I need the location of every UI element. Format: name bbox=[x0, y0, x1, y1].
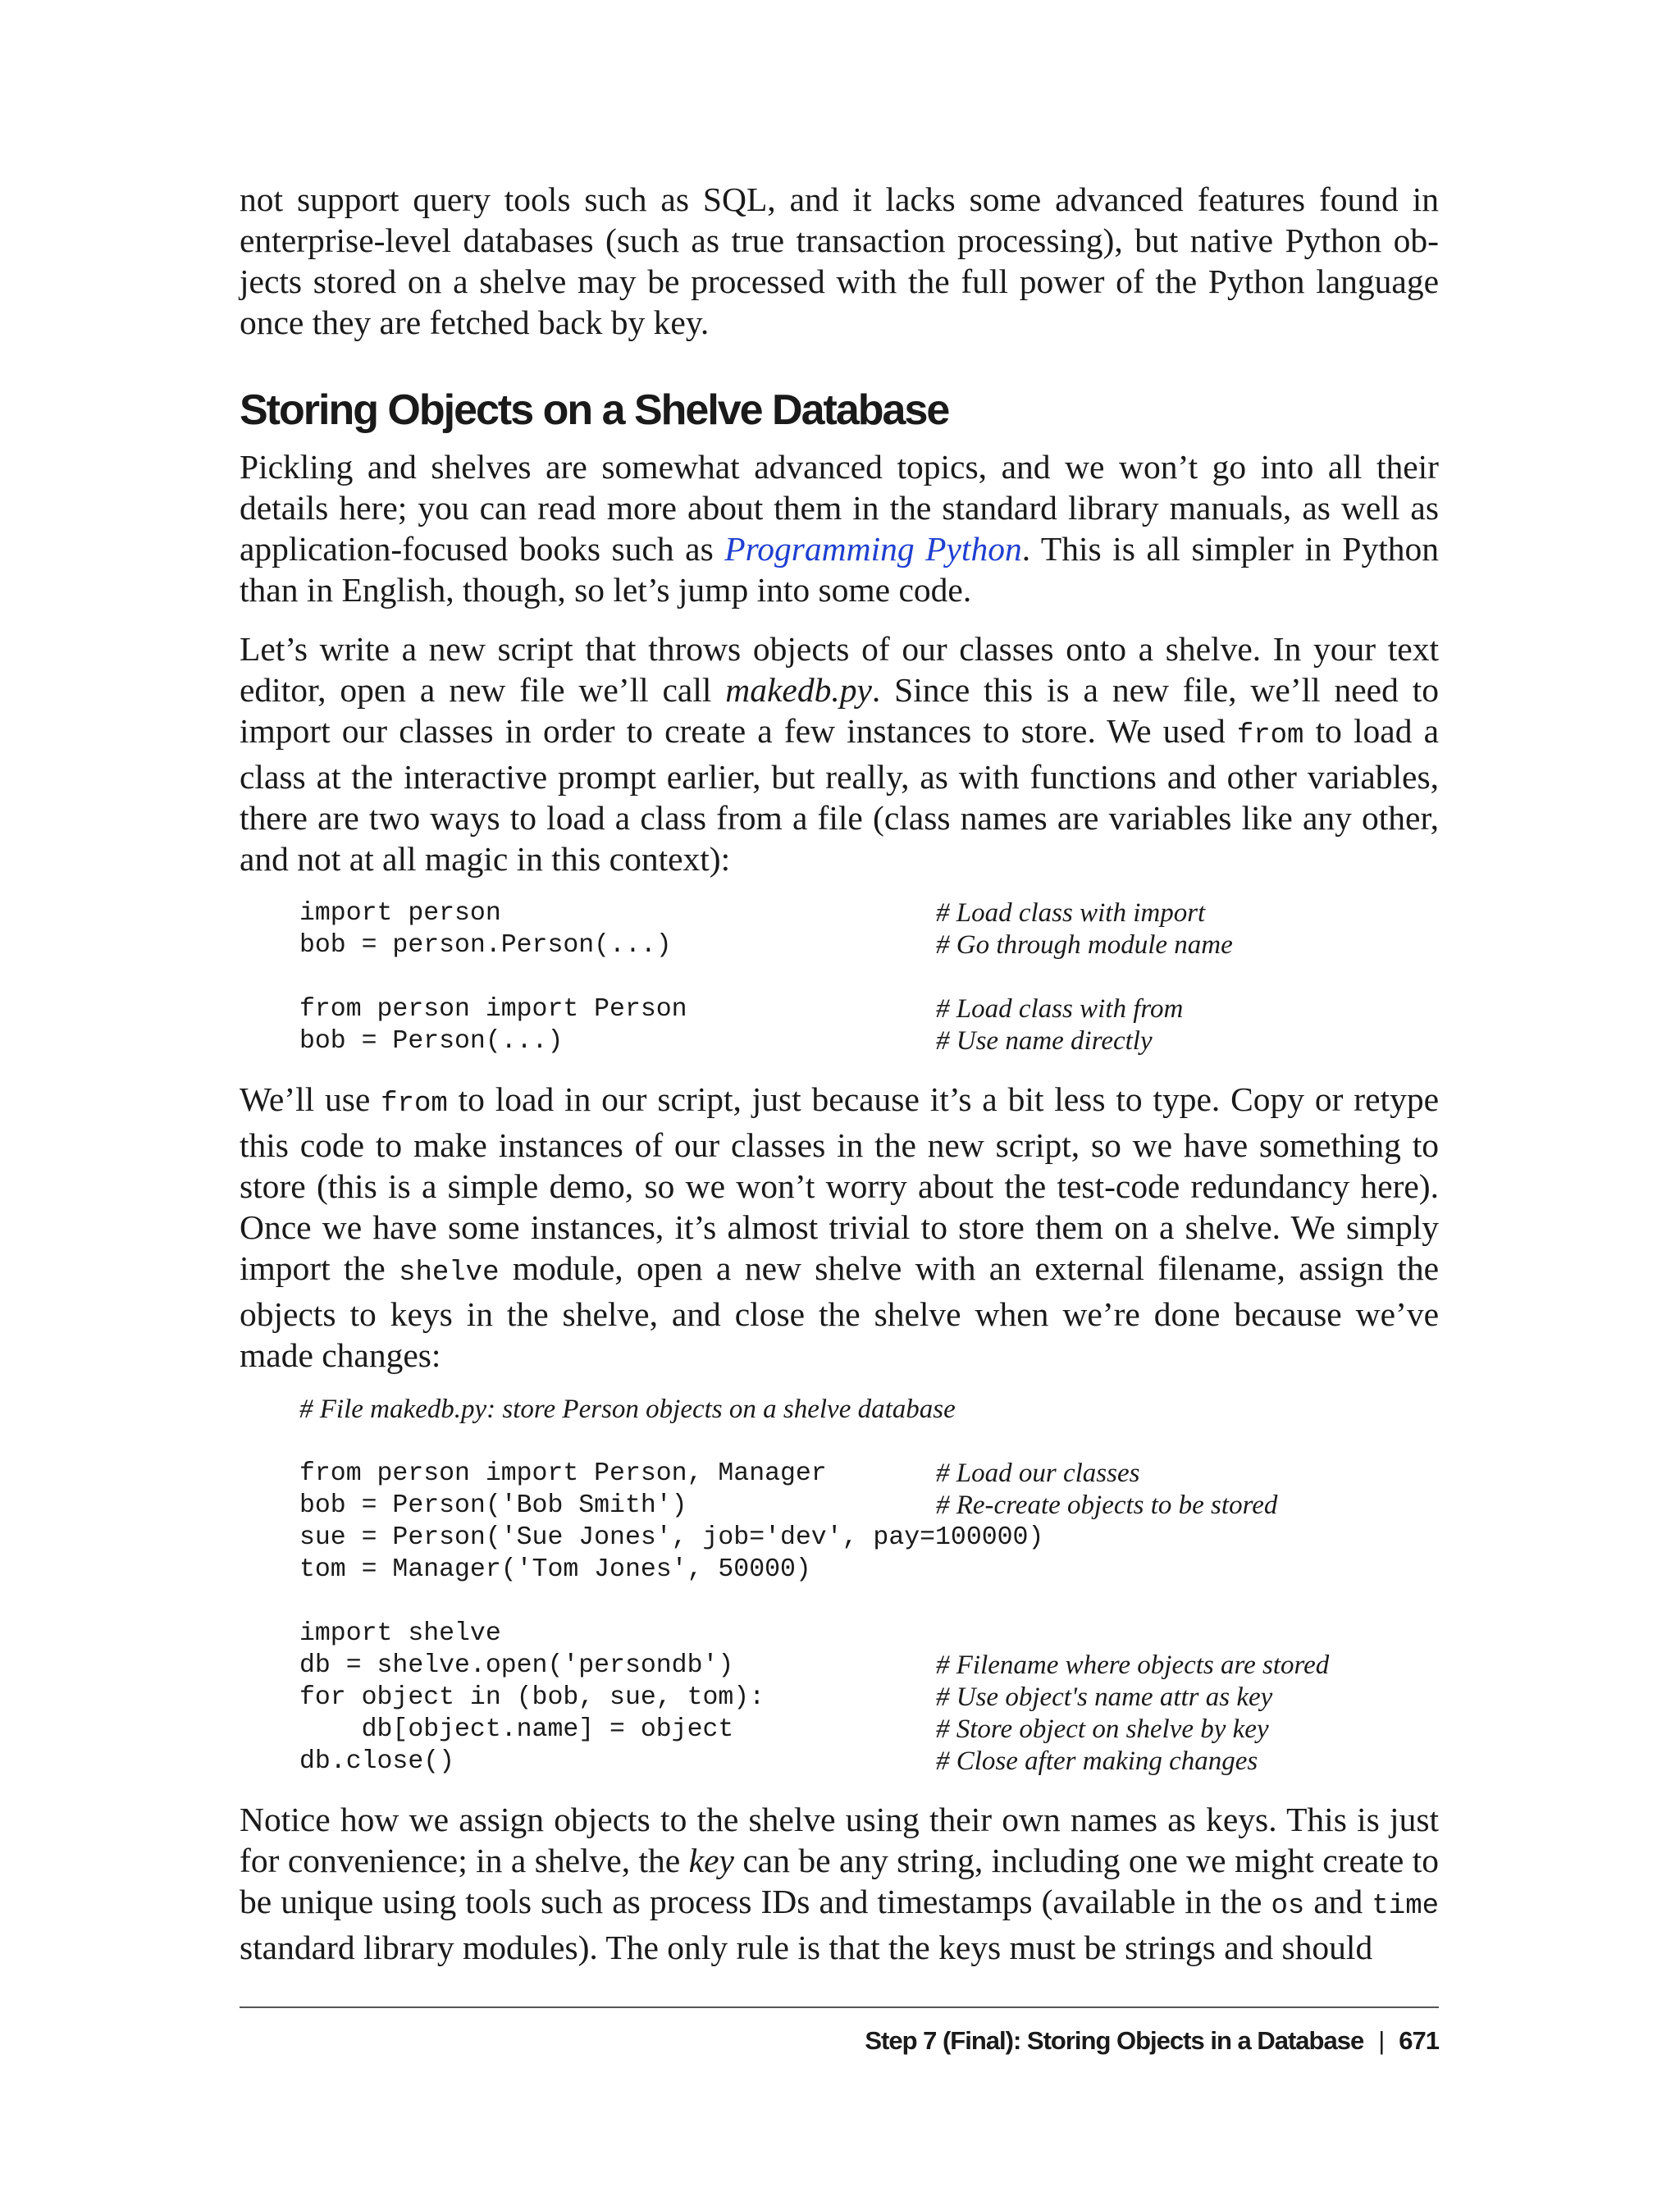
inline-code-from: from bbox=[381, 1089, 448, 1120]
page-footer bbox=[865, 2026, 1439, 2056]
code-line: bob = Person('Bob Smith') # Re-create objects to be stored bbox=[299, 1491, 1278, 1520]
code-line: sue = Person('Sue Jones', job='dev', pay=100000) bbox=[299, 1523, 1044, 1552]
paragraph-pickling: Pickling and shelves are somewhat advanced topics, and we won’t go into all their details here; you can read more about them in the standard library manuals, as well as application-focused books such as Programming Python. This is all simpler in Python than in English, though, so let’s jump into some code. bbox=[240, 448, 1439, 609]
page-content bbox=[240, 179, 1439, 1986]
code-line: for object in (bob, sue, tom): # Use object's name attr as key bbox=[299, 1682, 1273, 1712]
intro-paragraph: not support query tools such as SQL, and it lacks some advanced features found in enterprise-level databases (such as true transaction processing), but native Python objects stored on a shelve may be processed with the full power of the Python language once they are fetched back by key. bbox=[240, 180, 1439, 341]
code-block-makedb bbox=[299, 1394, 1439, 1778]
code-block-import bbox=[299, 897, 1439, 1057]
code-line: bob = person.Person(...) # Go through module name bbox=[299, 930, 1233, 960]
programming-python-link[interactable]: Programming Python bbox=[724, 530, 1022, 568]
code-line: db = shelve.open('persondb') # Filename where objects are stored bbox=[299, 1650, 1330, 1680]
inline-code-shelve: shelve bbox=[399, 1258, 500, 1289]
code-line: import shelve bbox=[299, 1619, 501, 1648]
code-blank-line bbox=[299, 961, 1439, 993]
paragraph-use-from: We’ll use from to load in our script, just because it’s a bit less to type. Copy or retype this code to make instances of our classes in the new script, so we have something to store (this is a simple demo, so we won’t worry about the test-code redundancy here). Once we have some instances, it’s almost trivial to store them on a shelve. We simply import the shelve module, open a new shelve with an external filename, assign the objects to keys in the shelve, and close the shelve when we’re done because we’ve made changes: bbox=[240, 1080, 1439, 1374]
paragraph-keys: Notice how we assign objects to the shelve using their own names as keys. This is just for convenience; in a shelve, the key can be any string, including one we might create to be unique using tools such as process IDs and timestamps (available in the os and time standard library modules). The only rule is that the keys must be strings and should bbox=[240, 1801, 1440, 1966]
code-line: import person # Load class with import bbox=[299, 898, 1206, 928]
inline-code-os: os bbox=[1271, 1891, 1305, 1922]
code-line: from person import Person # Load class with from bbox=[299, 994, 1184, 1024]
code-line: # File makedb.py: store Person objects on a shelve database bbox=[299, 1395, 956, 1424]
code-line: from person import Person, Manager # Load our classes bbox=[299, 1459, 1140, 1488]
paragraph-new-script: Let’s write a new script that throws objects of our classes onto a shelve. In your text editor, open a new file we’ll call makedb.py. Since this is a new file, we’ll need to import our classes in order to create a few instances to store. We used from to load a class at the interactive prompt earlier, but really, as with functions and other variables, there are two ways to load a class from a file (class names are variables like any other, and not at all magic in this context): bbox=[240, 630, 1439, 878]
filename-makedb: makedb.py bbox=[725, 671, 872, 709]
inline-code-time: time bbox=[1372, 1891, 1440, 1922]
emphasis-key: key bbox=[688, 1842, 734, 1879]
code-line: bob = Person(...) # Use name directly bbox=[299, 1026, 1153, 1056]
inline-code-from: from bbox=[1236, 720, 1304, 751]
code-line: db.close() # Close after making changes bbox=[299, 1746, 1258, 1776]
code-blank-line bbox=[299, 1426, 1439, 1458]
code-line: tom = Manager('Tom Jones', 50000) bbox=[299, 1555, 811, 1584]
section-heading: Storing Objects on a Shelve Database bbox=[240, 386, 949, 434]
page-number: 671 bbox=[1399, 2026, 1439, 2055]
footer-rule bbox=[240, 2006, 1439, 2008]
code-line: db[object.name] = object # Store object on shelve by key bbox=[299, 1714, 1269, 1744]
footer-chapter-title: Step 7 (Final): Storing Objects in a Database bbox=[865, 2026, 1364, 2055]
footer-separator: | bbox=[1378, 2026, 1385, 2055]
code-blank-line bbox=[299, 1586, 1439, 1618]
